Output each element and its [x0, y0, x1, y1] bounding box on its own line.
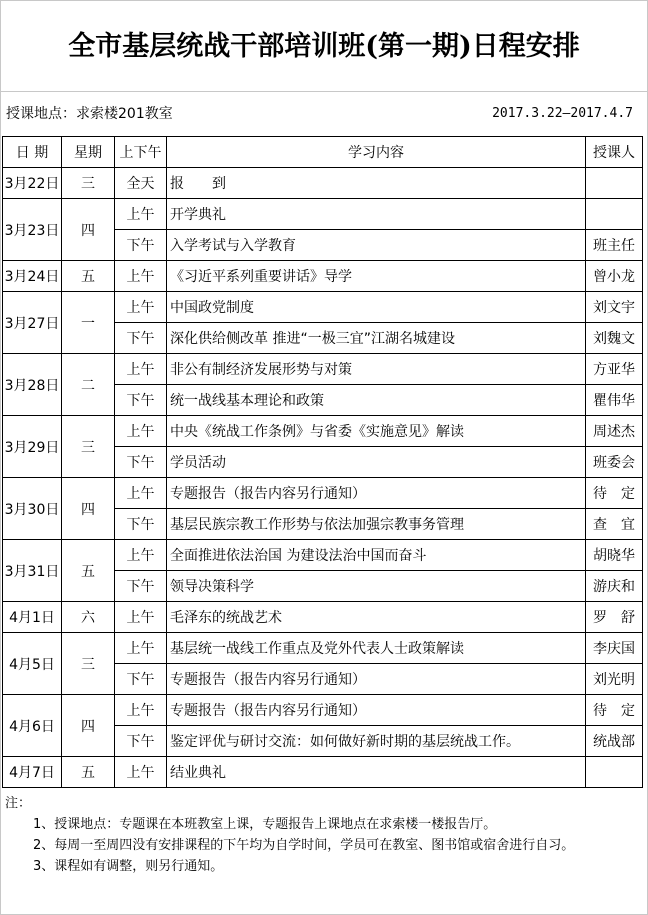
- date-cell: 4月1日: [3, 602, 62, 633]
- content-cell: 结业典礼: [167, 757, 586, 788]
- table-header-row: [3, 137, 643, 168]
- lecturer-cell: 待 定: [586, 478, 643, 509]
- lecturer-cell: [586, 757, 643, 788]
- header-date: 日 期: [3, 137, 62, 168]
- content-cell: 统一战线基本理论和政策: [167, 385, 586, 416]
- content-cell: 深化供给侧改革 推进“一极三宜”江湖名城建设: [167, 323, 586, 354]
- session-cell: 上午: [115, 199, 167, 230]
- table-row: [3, 292, 643, 323]
- note-item: 2、每周一至周四没有安排课程的下午均为自学时间，学员可在教室、图书馆或宿舍进行自习。: [33, 838, 575, 853]
- content-cell: 专题报告（报告内容另行通知）: [167, 664, 586, 695]
- content-cell: 开学典礼: [167, 199, 586, 230]
- lecturer-cell: 刘文宇: [586, 292, 643, 323]
- lecturer-cell: 班委会: [586, 447, 643, 478]
- session-cell: 上午: [115, 540, 167, 571]
- session-cell: 上午: [115, 602, 167, 633]
- session-cell: 下午: [115, 509, 167, 540]
- date-cell: 3月23日: [3, 199, 62, 261]
- table-row: [3, 168, 643, 199]
- table-row: [3, 261, 643, 292]
- notes-section: [5, 793, 635, 877]
- content-cell: 毛泽东的统战艺术: [167, 602, 586, 633]
- session-cell: 上午: [115, 633, 167, 664]
- date-cell: 4月7日: [3, 757, 62, 788]
- content-cell: 入学考试与入学教育: [167, 230, 586, 261]
- weekday-cell: 一: [62, 292, 115, 354]
- session-cell: 下午: [115, 447, 167, 478]
- lecturer-cell: 查 宜: [586, 509, 643, 540]
- lecturer-cell: 游庆和: [586, 571, 643, 602]
- content-cell: 学员活动: [167, 447, 586, 478]
- date-cell: 3月30日: [3, 478, 62, 540]
- session-cell: 上午: [115, 757, 167, 788]
- table-row: [3, 478, 643, 509]
- session-cell: 上午: [115, 478, 167, 509]
- content-cell: 领导决策科学: [167, 571, 586, 602]
- session-cell: 下午: [115, 385, 167, 416]
- weekday-cell: 五: [62, 261, 115, 292]
- content-cell: 中央《统战工作条例》与省委《实施意见》解读: [167, 416, 586, 447]
- date-cell: 3月28日: [3, 354, 62, 416]
- content-cell: 基层统一战线工作重点及党外代表人士政策解读: [167, 633, 586, 664]
- date-range-text: 2017.3.22—2017.4.7: [492, 106, 633, 121]
- lecturer-cell: 待 定: [586, 695, 643, 726]
- lecturer-cell: 罗 舒: [586, 602, 643, 633]
- lecturer-cell: 刘魏文: [586, 323, 643, 354]
- date-cell: 4月6日: [3, 695, 62, 757]
- session-cell: 下午: [115, 230, 167, 261]
- table-row: [3, 633, 643, 664]
- table-row: [3, 602, 643, 633]
- weekday-cell: 三: [62, 633, 115, 695]
- lecturer-cell: [586, 199, 643, 230]
- lecturer-cell: 胡晓华: [586, 540, 643, 571]
- weekday-cell: 四: [62, 478, 115, 540]
- lecturer-cell: 统战部: [586, 726, 643, 757]
- header-session: 上下午: [115, 137, 167, 168]
- weekday-cell: 四: [62, 695, 115, 757]
- session-cell: 全天: [115, 168, 167, 199]
- content-cell: 基层民族宗教工作形势与依法加强宗教事务管理: [167, 509, 586, 540]
- content-cell: 鉴定评优与研讨交流：如何做好新时期的基层统战工作。: [167, 726, 586, 757]
- session-cell: 下午: [115, 726, 167, 757]
- weekday-cell: 三: [62, 416, 115, 478]
- notes-heading: 注：: [5, 796, 32, 811]
- session-cell: 上午: [115, 416, 167, 447]
- header-weekday: 星期: [62, 137, 115, 168]
- note-item: 1、授课地点：专题课在本班教室上课，专题报告上课地点在求索楼一楼报告厅。: [33, 817, 497, 832]
- title-divider: [1, 91, 647, 92]
- page-title: 全市基层统战干部培训班(第一期)日程安排: [68, 31, 580, 62]
- session-cell: 下午: [115, 571, 167, 602]
- content-cell: 专题报告（报告内容另行通知）: [167, 695, 586, 726]
- session-cell: 上午: [115, 695, 167, 726]
- table-row: [3, 695, 643, 726]
- session-cell: 上午: [115, 354, 167, 385]
- lecturer-cell: 曾小龙: [586, 261, 643, 292]
- weekday-cell: 五: [62, 540, 115, 602]
- lecturer-cell: 方亚华: [586, 354, 643, 385]
- header-content: 学习内容: [167, 137, 586, 168]
- table-row: [3, 540, 643, 571]
- date-cell: 3月27日: [3, 292, 62, 354]
- table-row: [3, 354, 643, 385]
- weekday-cell: 五: [62, 757, 115, 788]
- content-cell: 《习近平系列重要讲话》导学: [167, 261, 586, 292]
- session-cell: 上午: [115, 292, 167, 323]
- content-cell: 报 到: [167, 168, 586, 199]
- lecturer-cell: 刘光明: [586, 664, 643, 695]
- schedule-table: [2, 136, 643, 788]
- date-cell: 4月5日: [3, 633, 62, 695]
- weekday-cell: 六: [62, 602, 115, 633]
- date-cell: 3月24日: [3, 261, 62, 292]
- location-text: 授课地点：求索楼201教室: [6, 106, 173, 122]
- table-row: [3, 199, 643, 230]
- note-item: 3、课程如有调整，则另行通知。: [33, 859, 224, 874]
- lecturer-cell: 瞿伟华: [586, 385, 643, 416]
- lecturer-cell: 李庆国: [586, 633, 643, 664]
- date-cell: 3月31日: [3, 540, 62, 602]
- header-lecturer: 授课人: [586, 137, 643, 168]
- weekday-cell: 二: [62, 354, 115, 416]
- lecturer-cell: 周述杰: [586, 416, 643, 447]
- weekday-cell: 四: [62, 199, 115, 261]
- lecturer-cell: [586, 168, 643, 199]
- lecturer-cell: 班主任: [586, 230, 643, 261]
- session-cell: 上午: [115, 261, 167, 292]
- content-cell: 全面推进依法治国 为建设法治中国而奋斗: [167, 540, 586, 571]
- content-cell: 中国政党制度: [167, 292, 586, 323]
- session-cell: 下午: [115, 323, 167, 354]
- date-cell: 3月29日: [3, 416, 62, 478]
- content-cell: 非公有制经济发展形势与对策: [167, 354, 586, 385]
- session-cell: 下午: [115, 664, 167, 695]
- weekday-cell: 三: [62, 168, 115, 199]
- table-row: [3, 416, 643, 447]
- table-row: [3, 757, 643, 788]
- content-cell: 专题报告（报告内容另行通知）: [167, 478, 586, 509]
- date-cell: 3月22日: [3, 168, 62, 199]
